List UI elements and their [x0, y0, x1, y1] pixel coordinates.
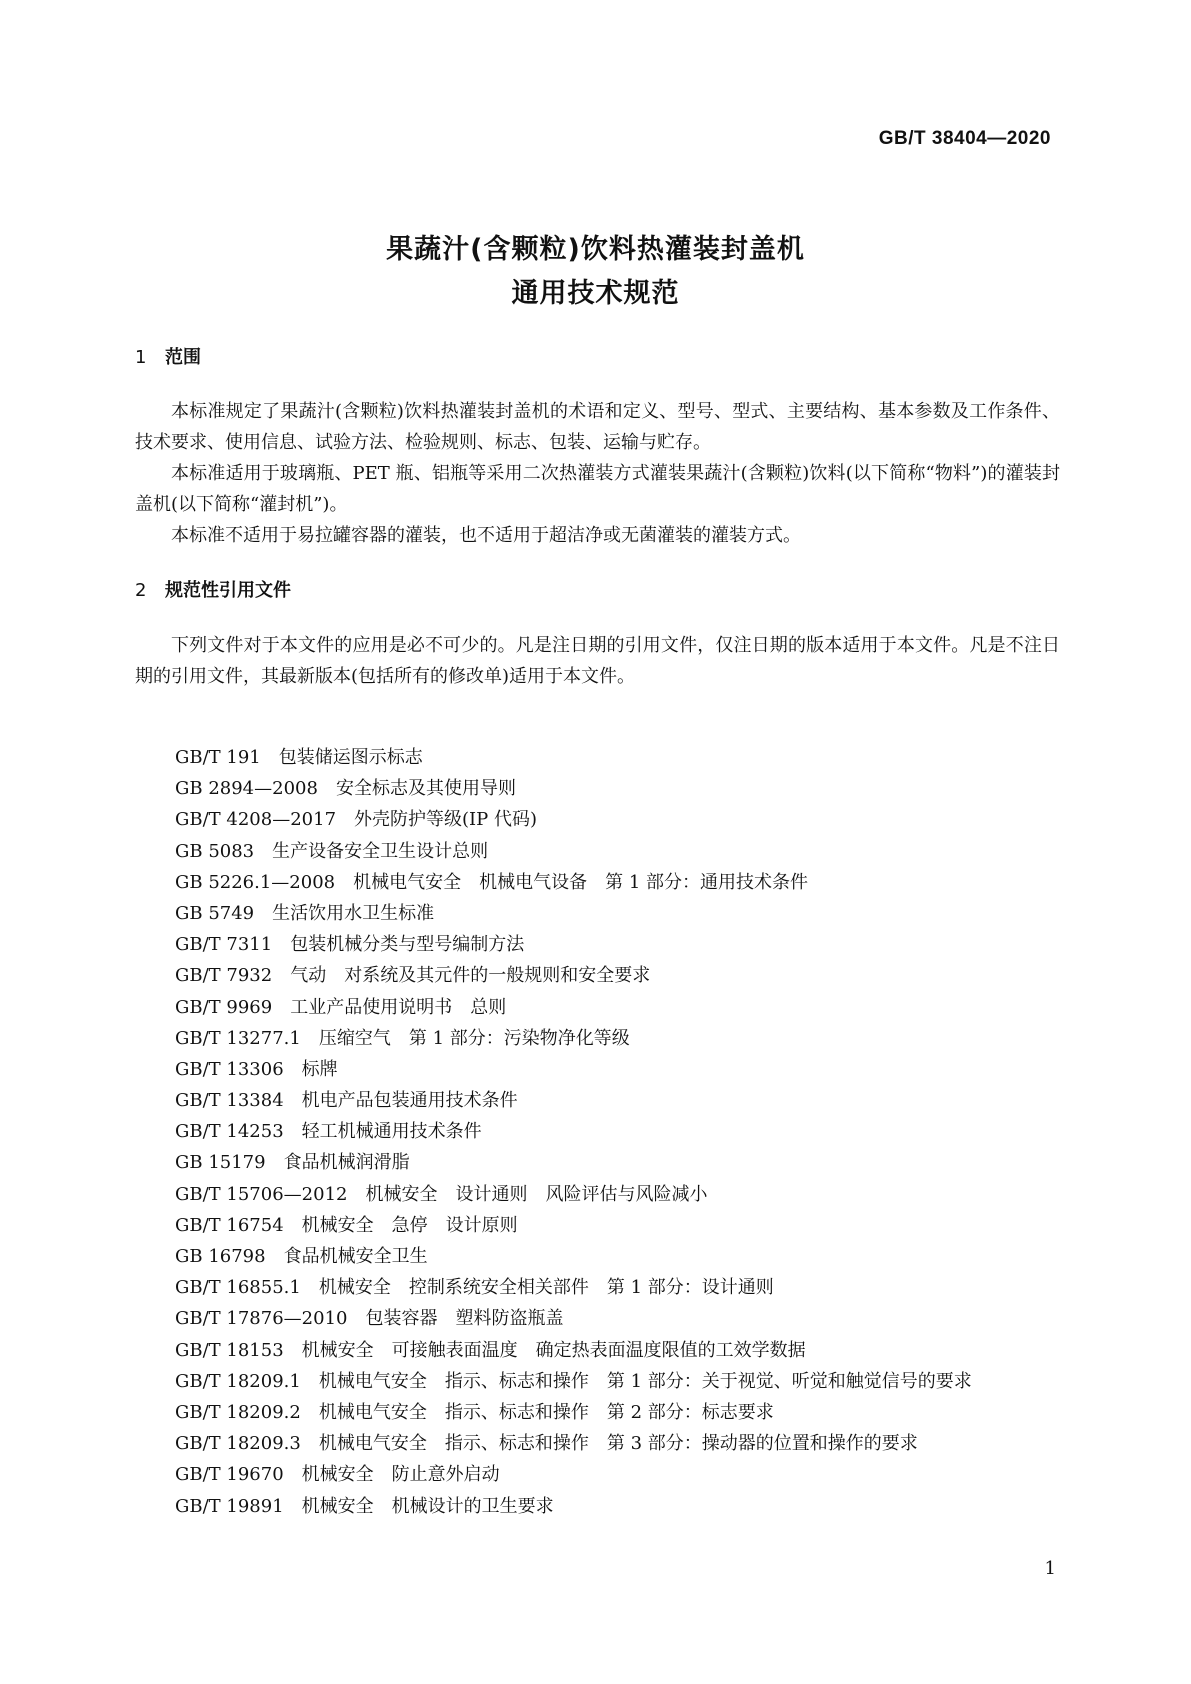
reference-code: GB/T 13277.1 — [175, 1027, 301, 1049]
reference-item — [175, 1085, 972, 1116]
reference-item — [175, 1303, 972, 1334]
standard-code: GB/T 38404—2020 — [878, 128, 1051, 149]
reference-code: GB/T 19670 — [175, 1464, 284, 1486]
reference-code: GB/T 4208—2017 — [175, 809, 337, 831]
reference-title: 机械电气安全 机械电气设备 第 1 部分：通用技术条件 — [353, 871, 809, 893]
paragraph: 本标准规定了果蔬汁(含颗粒)饮料热灌装封盖机的术语和定义、型号、型式、主要结构、基本参数及工作条件、技术要求、使用信息、试验方法、检验规则、标志、包装、运输与贮存。 — [135, 401, 1060, 453]
reference-title: 机械安全 控制系统安全相关部件 第 1 部分：设计通则 — [318, 1277, 774, 1299]
reference-item — [175, 960, 972, 991]
reference-code: GB/T 16754 — [175, 1214, 284, 1236]
reference-code: GB/T 13384 — [175, 1090, 284, 1112]
reference-title: 外壳防护等级(IP 代码) — [354, 809, 538, 831]
reference-title: 安全标志及其使用导则 — [335, 778, 516, 800]
section-2-intro — [135, 630, 1060, 692]
reference-code: GB/T 13306 — [175, 1058, 284, 1080]
reference-code: GB/T 191 — [175, 747, 261, 768]
reference-item — [175, 1272, 972, 1303]
reference-code: GB 2894—2008 — [175, 778, 318, 800]
reference-title: 轻工机械通用技术条件 — [301, 1121, 482, 1143]
reference-code: GB/T 7311 — [175, 934, 273, 956]
reference-code: GB/T 7932 — [175, 965, 273, 987]
reference-item — [175, 1116, 972, 1147]
reference-title: 工业产品使用说明书 总则 — [290, 996, 507, 1018]
document-title — [0, 228, 1191, 316]
reference-code: GB/T 14253 — [175, 1121, 284, 1143]
reference-code: GB 5226.1—2008 — [175, 871, 336, 893]
section-number: 1 — [135, 347, 147, 368]
section-2-heading — [135, 576, 291, 602]
reference-item — [175, 742, 972, 773]
paragraph: 本标准适用于玻璃瓶、PET 瓶、铝瓶等采用二次热灌装方式灌装果蔬汁(含颗粒)饮料(以下简称“物料”)的灌装封盖机(以下简称“灌封机”)。 — [135, 463, 1060, 515]
reference-item — [175, 929, 972, 960]
reference-title: 机械安全 防止意外启动 — [301, 1464, 500, 1486]
reference-code: GB 16798 — [175, 1246, 266, 1267]
page-number: 1 — [1044, 1558, 1056, 1579]
reference-item — [175, 1335, 972, 1366]
reference-title: 包装机械分类与型号编制方法 — [290, 934, 525, 956]
reference-title: 机械电气安全 指示、标志和操作 第 3 部分：操动器的位置和操作的要求 — [318, 1433, 918, 1455]
reference-title: 食品机械安全卫生 — [283, 1246, 428, 1267]
reference-item — [175, 1459, 972, 1490]
reference-item — [175, 1179, 972, 1210]
reference-code: GB/T 17876—2010 — [175, 1308, 348, 1330]
reference-item — [175, 773, 972, 804]
reference-code: GB/T 18209.1 — [175, 1370, 301, 1392]
section-number: 2 — [135, 580, 147, 601]
reference-title: 机械安全 急停 设计原则 — [301, 1214, 518, 1236]
reference-item — [175, 1428, 972, 1459]
reference-code: GB/T 18209.2 — [175, 1401, 301, 1423]
reference-item — [175, 1366, 972, 1397]
reference-title: 机械安全 机械设计的卫生要求 — [301, 1495, 554, 1517]
reference-title: 机械安全 设计通则 风险评估与风险减小 — [365, 1183, 708, 1205]
reference-item — [175, 836, 972, 867]
reference-code: GB 5083 — [175, 840, 255, 862]
reference-title: 机械安全 可接触表面温度 确定热表面温度限值的工效学数据 — [301, 1339, 806, 1361]
reference-item — [175, 898, 972, 929]
reference-title: 机电产品包装通用技术条件 — [301, 1090, 518, 1112]
section-1-heading — [135, 343, 201, 369]
section-1-body — [135, 396, 1060, 551]
reference-title: 包装储运图示标志 — [278, 747, 423, 768]
title-line-2: 通用技术规范 — [511, 278, 680, 309]
reference-item — [175, 992, 972, 1023]
reference-title: 食品机械润滑脂 — [283, 1152, 410, 1174]
reference-code: GB 5749 — [175, 902, 255, 924]
reference-title: 生产设备安全卫生设计总则 — [272, 840, 489, 862]
reference-title: 气动 对系统及其元件的一般规则和安全要求 — [290, 965, 651, 987]
reference-item — [175, 1054, 972, 1085]
reference-item — [175, 1147, 972, 1178]
reference-title: 机械电气安全 指示、标志和操作 第 2 部分：标志要求 — [318, 1401, 774, 1423]
paragraph: 下列文件对于本文件的应用是必不可少的。凡是注日期的引用文件，仅注日期的版本适用于本文件。凡是不注日期的引用文件，其最新版本(包括所有的修改单)适用于本文件。 — [135, 635, 1060, 687]
reference-code: GB/T 15706—2012 — [175, 1183, 348, 1205]
reference-code: GB/T 19891 — [175, 1495, 284, 1517]
section-title: 规范性引用文件 — [165, 580, 291, 601]
reference-code: GB/T 9969 — [175, 996, 273, 1018]
reference-title: 压缩空气 第 1 部分：污染物净化等级 — [318, 1027, 630, 1049]
reference-item — [175, 1210, 972, 1241]
reference-code: GB 15179 — [175, 1152, 266, 1174]
reference-title: 生活饮用水卫生标准 — [272, 902, 435, 924]
reference-item — [175, 867, 972, 898]
reference-title: 机械电气安全 指示、标志和操作 第 1 部分：关于视觉、听觉和触觉信号的要求 — [318, 1370, 972, 1392]
reference-code: GB/T 16855.1 — [175, 1277, 301, 1299]
reference-title: 标牌 — [301, 1058, 338, 1080]
reference-item — [175, 1023, 972, 1054]
reference-title: 包装容器 塑料防盗瓶盖 — [365, 1308, 564, 1330]
reference-list — [175, 742, 972, 1522]
reference-code: GB/T 18153 — [175, 1339, 284, 1361]
reference-item — [175, 804, 972, 835]
reference-item — [175, 1491, 972, 1522]
section-title: 范围 — [165, 347, 201, 368]
reference-code: GB/T 18209.3 — [175, 1433, 301, 1455]
reference-item — [175, 1241, 972, 1272]
title-line-1: 果蔬汁(含颗粒)饮料热灌装封盖机 — [386, 234, 805, 265]
reference-item — [175, 1397, 972, 1428]
paragraph: 本标准不适用于易拉罐容器的灌装，也不适用于超洁净或无菌灌装的灌装方式。 — [171, 525, 801, 546]
